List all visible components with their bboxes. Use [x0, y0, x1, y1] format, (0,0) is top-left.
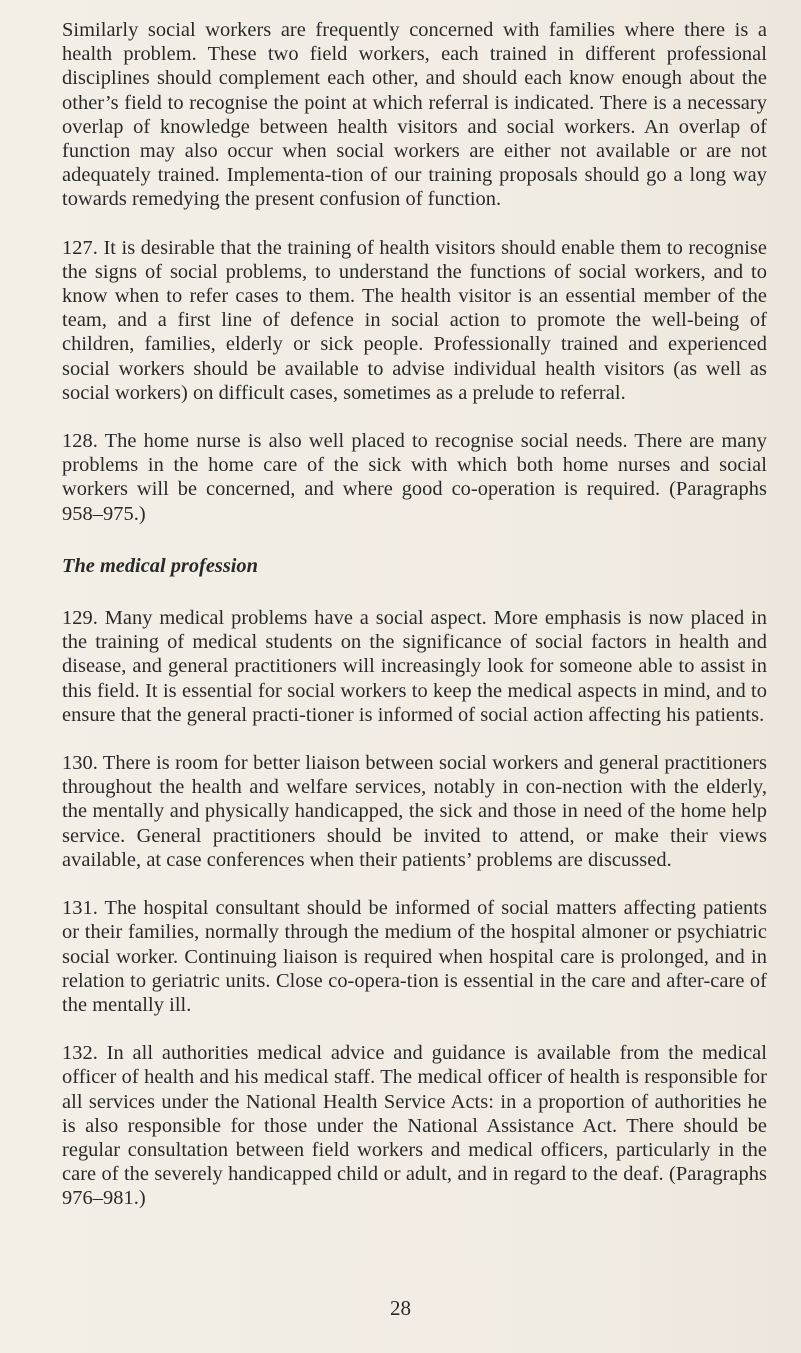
paragraph-130: 130. There is room for better liaison between social workers and general practitioners throughout the health and welfare services, notably in con-nection with the elderly, the mentally and physically handicapped, the sick and those in need of the home help service. General practitioners should be invited to attend, or make their views available, at case conferences when their patients’ problems are discussed. — [62, 752, 767, 871]
paragraph-132: 132. In all authorities medical advice and guidance is available from the medical officer of health and his medical staff. The medical officer of health is responsible for all services under the National Health Service Acts: in a proportion of authorities he is also responsible for those under the National Assistance Act. There should be regular consultation between field workers and medical officers, particularly in the care of the severely handicapped child or adult, and in regard to the deaf. (Paragraphs 976–981.) — [62, 1042, 767, 1210]
paragraph-127: 127. It is desirable that the training of health visitors should enable them to recognise the signs of social problems, to understand the functions of social workers, and to know when to refer cases to them. The health visitor is an essential member of the team, and a first line of defence in social action to promote the well-being of children, families, elderly or sick people. Professionally trained and experienced social workers should be available to advise individual health visitors (as well as social workers) on difficult cases, sometimes as a prelude to referral. — [62, 236, 767, 404]
paragraph-129: 129. Many medical problems have a social aspect. More emphasis is now placed in the training of medical students on the significance of social factors in health and disease, and general practitioners will increasingly look for someone able to assist in this field. It is essential for social workers to keep the medical aspects in mind, and to ensure that the general practi-tioner is informed of social action affecting his patients. — [62, 607, 767, 726]
paragraph-126-continued: Similarly social workers are frequently concerned with families where there is a health problem. These two field workers, each trained in different professional disciplines should complement each other, and should each know enough about the other’s field to recognise the point at which referral is indicated. There is a necessary overlap of knowledge between health visitors and social workers. An overlap of function may also occur when social workers are either not available or are not adequately trained. Implementa-tion of our training proposals should go a long way towards remedying the present confusion of function. — [62, 19, 767, 211]
page-number: 28 — [390, 1296, 411, 1320]
section-heading: The medical profession — [62, 554, 258, 577]
paragraph-131: 131. The hospital consultant should be informed of social matters affecting patients or their families, normally through the medium of the hospital almoner or psychiatric social worker. Continuing liaison is required when hospital care is prolonged, and in relation to geriatric units. Close co-opera-tion is essential in the care and after-care of the mentally ill. — [62, 897, 767, 1016]
paragraph-128: 128. The home nurse is also well placed to recognise social needs. There are many problems in the home care of the sick with which both home nurses and social workers will be concerned, and where good co-operation is required. (Paragraphs 958–975.) — [62, 430, 767, 525]
